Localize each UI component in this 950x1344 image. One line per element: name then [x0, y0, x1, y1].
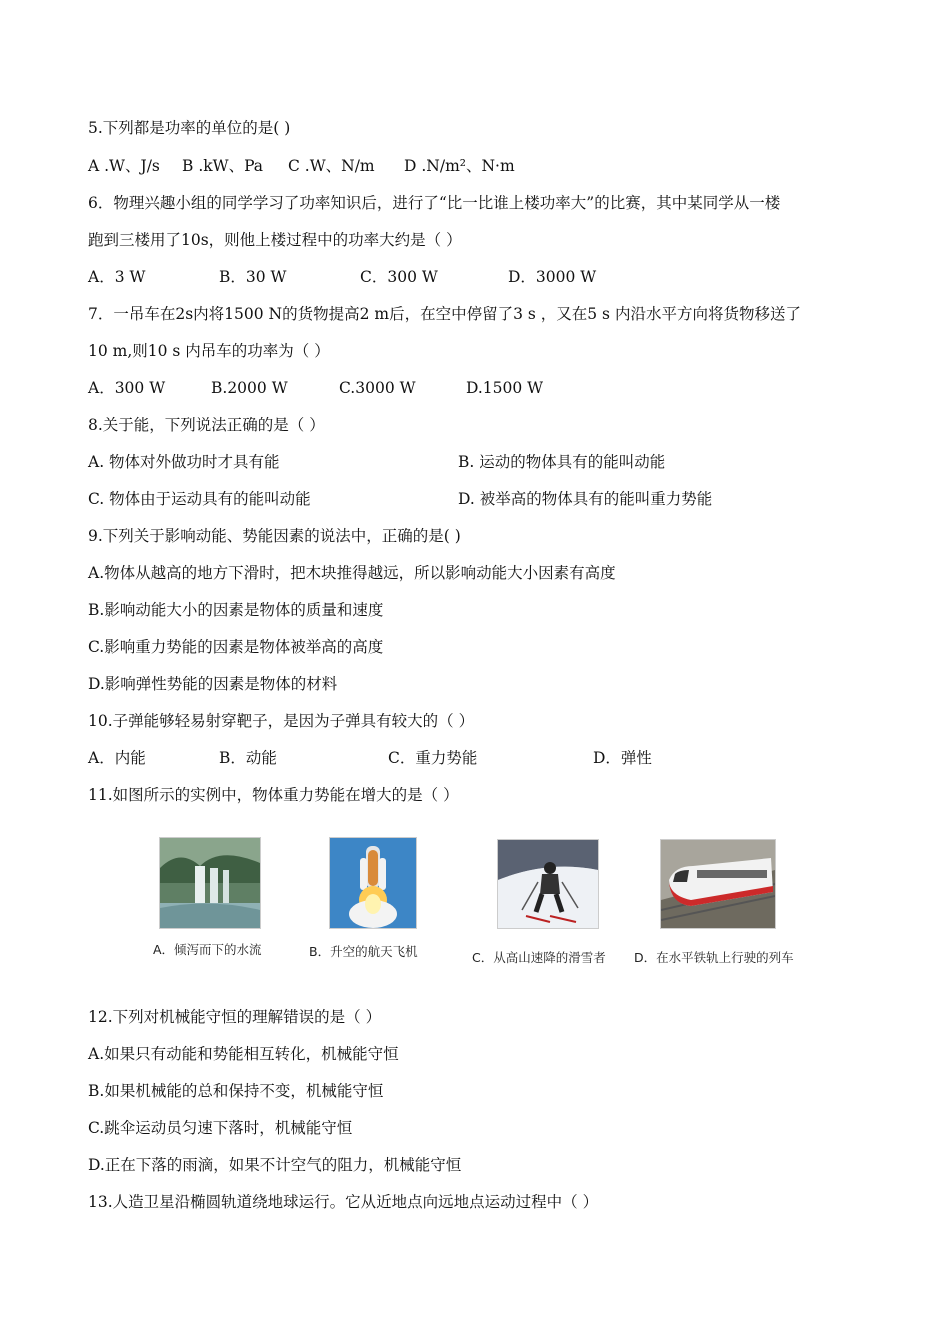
q11-caption-d: D．在水平铁轨上行驶的列车: [634, 950, 794, 965]
q5-option-b: B .kW、Pa: [182, 157, 264, 175]
q6-option-c: C．300 W: [360, 268, 438, 286]
q9-option-b: B.影响动能大小的因素是物体的质量和速度: [88, 601, 384, 619]
q6-option-d: D．3000 W: [508, 268, 597, 286]
q11-stem: 11.如图所示的实例中，物体重力势能在增大的是（ ）: [88, 786, 459, 804]
q9-stem: 9.下列关于影响动能、势能因素的说法中，正确的是( ): [88, 527, 461, 545]
q12-option-d: D.正在下落的雨滴，如果不计空气的阻力，机械能守恒: [88, 1156, 462, 1174]
q11-caption-c: C．从高山速降的滑雪者: [472, 950, 606, 965]
q12-option-c: C.跳伞运动员匀速下落时，机械能守恒: [88, 1119, 353, 1137]
q12-option-b: B.如果机械能的总和保持不变，机械能守恒: [88, 1082, 384, 1100]
q8-option-a: A. 物体对外做功时才具有能: [88, 453, 280, 471]
q12-stem: 12.下列对机械能守恒的理解错误的是（ ）: [88, 1008, 382, 1026]
q8-option-c: C. 物体由于运动具有的能叫动能: [88, 490, 311, 508]
q10-option-a: A．内能: [88, 749, 146, 767]
q12-option-a: A.如果只有动能和势能相互转化，机械能守恒: [88, 1045, 399, 1063]
q11-caption-a: A．倾泻而下的水流: [153, 942, 262, 957]
q10-stem: 10.子弹能够轻易射穿靶子，是因为子弹具有较大的（ ）: [88, 712, 475, 730]
q5-option-c: C .W、N/m: [288, 157, 375, 175]
q10-option-d: D．弹性: [593, 749, 652, 767]
q5-option-a: A .W、J/s: [88, 157, 160, 175]
q13-stem: 13.人造卫星沿椭圆轨道绕地球运行。它从近地点向远地点运动过程中（ ）: [88, 1193, 599, 1211]
q8-stem: 8.关于能，下列说法正确的是（ ）: [88, 416, 325, 434]
q6-stem-line2: 跑到三楼用了10s，则他上楼过程中的功率大约是（ ）: [88, 231, 462, 249]
q10-option-c: C．重力势能: [388, 749, 478, 767]
q5-stem: 5.下列都是功率的单位的是( ): [88, 119, 291, 137]
q6-option-b: B．30 W: [219, 268, 287, 286]
q9-option-d: D.影响弹性势能的因素是物体的材料: [88, 675, 338, 693]
q11-caption-b: B．升空的航天飞机: [309, 944, 418, 959]
q6-stem-line1: 6．物理兴趣小组的同学学习了功率知识后，进行了“比一比谁上楼功率大”的比赛，其中某同学从一楼: [88, 194, 781, 212]
q5-option-d: D .N/m²、N·m: [404, 157, 515, 175]
q7-stem-line2: 10 m,则10 s 内吊车的功率为（ ）: [88, 342, 330, 360]
q10-option-b: B．动能: [219, 749, 277, 767]
space-shuttle-image: [329, 837, 417, 929]
waterfall-image: [159, 837, 261, 929]
train-image: [660, 839, 776, 929]
skier-image: [497, 839, 599, 929]
q7-stem-line1: 7．一吊车在2s内将1500 N的货物提高2 m后，在空中停留了3 s ，又在5 s 内沿水平方向将货物移送了: [88, 305, 801, 323]
q9-option-c: C.影响重力势能的因素是物体被举高的高度: [88, 638, 384, 656]
q7-option-d: D.1500 W: [466, 379, 544, 397]
q6-option-a: A．3 W: [88, 268, 146, 286]
q7-option-b: B.2000 W: [211, 379, 288, 397]
q9-option-a: A.物体从越高的地方下滑时，把木块推得越远，所以影响动能大小因素有高度: [88, 564, 616, 582]
q8-option-d: D. 被举高的物体具有的能叫重力势能: [458, 490, 713, 508]
q8-option-b: B. 运动的物体具有的能叫动能: [458, 453, 666, 471]
q7-option-c: C.3000 W: [339, 379, 416, 397]
q7-option-a: A．300 W: [88, 379, 166, 397]
